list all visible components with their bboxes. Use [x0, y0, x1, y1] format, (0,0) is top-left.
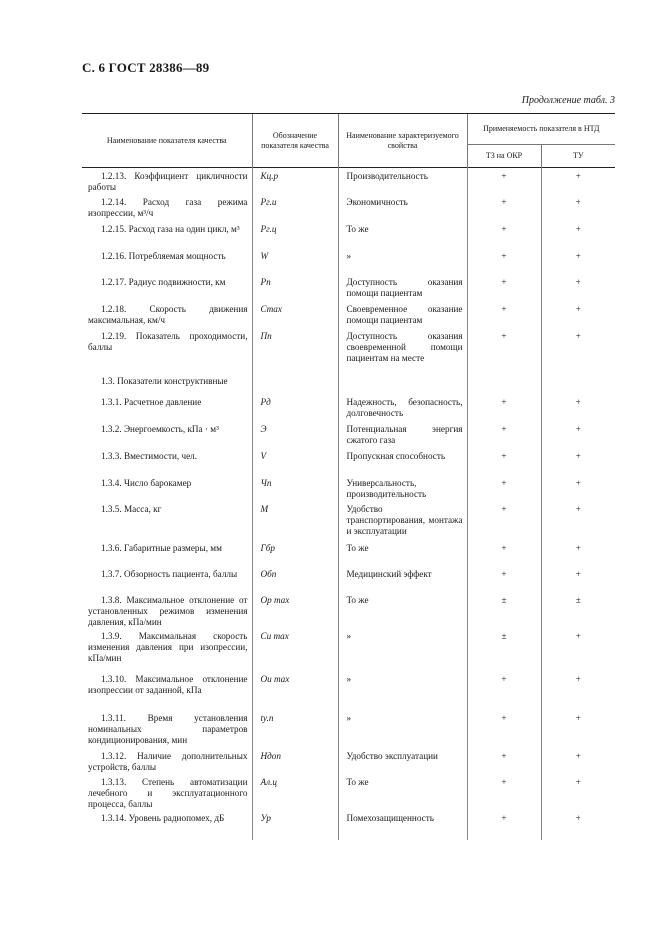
row-symbol: Aл.ц	[252, 774, 338, 810]
row-tz-mark: ±	[467, 592, 541, 628]
row-tz-mark: +	[467, 540, 541, 566]
row-indicator-name: 1.3.7. Обзорность пациента, баллы	[101, 568, 238, 579]
row-tu-mark: +	[541, 710, 615, 748]
row-tu-mark: ±	[541, 592, 615, 628]
row-tu-mark: +	[541, 421, 615, 448]
table-row	[82, 328, 615, 365]
row-indicator-name: 1.3.13. Степень автоматизации лечебного и эксплуатационного процесса, баллы	[88, 776, 248, 809]
row-characteristic: Медицинский эффект	[338, 566, 467, 592]
row-symbol: Pп	[252, 274, 338, 301]
row-tu-mark: +	[541, 248, 615, 274]
table-row	[82, 566, 615, 592]
row-symbol: Pд	[252, 394, 338, 421]
row-symbol: Pг.ц	[252, 221, 338, 248]
row-characteristic: Помехозащищенность	[338, 810, 467, 840]
row-characteristic: То же	[338, 774, 467, 810]
table-row	[82, 221, 615, 248]
row-characteristic: »	[338, 248, 467, 274]
row-indicator-name: 1.2.15. Расход газа на один цикл, м³	[101, 223, 240, 234]
table-row	[82, 628, 615, 671]
page-header: С. 6 ГОСТ 28386—89	[82, 60, 210, 75]
row-characteristic: Универсальность, производительность	[338, 475, 467, 501]
row-indicator-name: 1.3. Показатели конструктивные	[101, 375, 228, 386]
row-tz-mark: +	[467, 394, 541, 421]
table-row	[82, 810, 615, 840]
row-tz-mark: +	[467, 194, 541, 221]
row-symbol: tу.п	[252, 710, 338, 748]
row-tz-mark: +	[467, 501, 541, 540]
header-tz: ТЗ на ОКР	[467, 145, 541, 168]
row-tu-mark: +	[541, 671, 615, 710]
header-characterized-property: Наименование характеризуемого свойства	[338, 114, 467, 168]
table-row	[82, 394, 615, 421]
row-symbol: W	[252, 248, 338, 274]
row-tz-mark: +	[467, 710, 541, 748]
row-characteristic: То же	[338, 221, 467, 248]
row-indicator-name: 1.2.14. Расход газа режима изопрессии, м³/ч	[88, 196, 248, 218]
row-characteristic: »	[338, 671, 467, 710]
row-indicator-name: 1.2.17. Радиус подвижности, км	[101, 276, 226, 287]
row-tz-mark: +	[467, 566, 541, 592]
table-continuation-label: Продолжение табл. 3	[521, 95, 615, 106]
row-indicator-name: 1.3.8. Максимальное отклонение от установленных режимов изменения давления, кПа/мин	[88, 594, 248, 627]
row-tu-mark: +	[541, 810, 615, 840]
row-tz-mark: +	[467, 328, 541, 365]
row-characteristic: Потенциальная энергия сжатого газа	[338, 421, 467, 448]
row-indicator-name: 1.3.12. Наличие дополнительных устройств, баллы	[88, 750, 248, 772]
row-symbol: Hдоп	[252, 748, 338, 774]
row-characteristic: Доступность оказания помощи пациентам	[338, 274, 467, 301]
row-tu-mark: +	[541, 274, 615, 301]
row-characteristic: То же	[338, 540, 467, 566]
row-indicator-name: 1.3.14. Уровень радиопомех, дБ	[101, 812, 225, 823]
row-tz-mark: +	[467, 421, 541, 448]
row-indicator-name: 1.3.10. Максимальное отклонение изопрессии от заданной, кПа	[88, 673, 248, 695]
row-symbol: V	[252, 448, 338, 475]
header-applicability: Применяемость показателя в НТД	[467, 114, 615, 145]
row-symbol: Гбр	[252, 540, 338, 566]
row-tz-mark: +	[467, 810, 541, 840]
row-characteristic: Удобство эксплуатации	[338, 748, 467, 774]
table-row	[82, 301, 615, 328]
row-tu-mark	[541, 365, 615, 394]
row-tz-mark: +	[467, 448, 541, 475]
table-row	[82, 421, 615, 448]
row-tz-mark: ±	[467, 628, 541, 671]
table-row	[82, 194, 615, 221]
table-row	[82, 671, 615, 710]
table-row	[82, 710, 615, 748]
row-characteristic	[338, 365, 467, 394]
row-tz-mark: +	[467, 221, 541, 248]
table-row	[82, 365, 615, 394]
row-tz-mark: +	[467, 274, 541, 301]
row-indicator-name: 1.2.13. Коэффициент цикличности работы	[88, 171, 248, 192]
table-row	[82, 748, 615, 774]
table-row	[82, 248, 615, 274]
row-characteristic: Пропускная способность	[338, 448, 467, 475]
row-tu-mark: +	[541, 168, 615, 194]
row-characteristic: Своевременное оказание помощи пациентам	[338, 301, 467, 328]
row-tu-mark: +	[541, 194, 615, 221]
row-tz-mark: +	[467, 301, 541, 328]
row-tz-mark	[467, 365, 541, 394]
row-tu-mark: +	[541, 540, 615, 566]
table-row	[82, 274, 615, 301]
row-symbol: Pг.и	[252, 194, 338, 221]
row-tz-mark: +	[467, 671, 541, 710]
row-tz-mark: +	[467, 748, 541, 774]
row-tu-mark: +	[541, 394, 615, 421]
row-tz-mark: +	[467, 248, 541, 274]
row-symbol	[252, 365, 338, 394]
row-indicator-name: 1.2.16. Потребляемая мощность	[101, 250, 226, 261]
row-tu-mark: +	[541, 301, 615, 328]
row-characteristic: »	[338, 628, 467, 671]
table-row	[82, 540, 615, 566]
row-characteristic: Доступность оказания своевременной помощи пациентам на месте	[338, 328, 467, 365]
row-symbol: Обп	[252, 566, 338, 592]
table-row	[82, 501, 615, 540]
row-tu-mark: +	[541, 501, 615, 540]
row-indicator-name: 1.3.6. Габаритные размеры, мм	[101, 542, 222, 553]
row-tu-mark: +	[541, 475, 615, 501]
row-characteristic: Производительность	[338, 168, 467, 194]
row-indicator-name: 1.3.3. Вместимости, чел.	[101, 450, 198, 461]
row-indicator-name: 1.3.9. Максимальная скорость изменения давления при изопрессии, кПа/мин	[88, 630, 248, 663]
row-symbol: Oи max	[252, 671, 338, 710]
row-indicator-name: 1.3.1. Расчетное давление	[101, 396, 202, 407]
row-indicator-name: 1.3.4. Число барокамер	[101, 477, 192, 488]
row-tu-mark: +	[541, 748, 615, 774]
header-indicator-symbol: Обозначение показателя качества	[252, 114, 338, 168]
table-row	[82, 475, 615, 501]
row-symbol: Kц.р	[252, 168, 338, 194]
header-indicator-name: Наименование показателя качества	[82, 114, 252, 168]
table-row	[82, 592, 615, 628]
row-tz-mark: +	[467, 168, 541, 194]
row-symbol: Op max	[252, 592, 338, 628]
row-characteristic: То же	[338, 592, 467, 628]
row-tz-mark: +	[467, 475, 541, 501]
row-symbol: Ур	[252, 810, 338, 840]
row-tu-mark: +	[541, 328, 615, 365]
table-row	[82, 448, 615, 475]
row-tu-mark: +	[541, 221, 615, 248]
row-tu-mark: +	[541, 448, 615, 475]
row-characteristic: »	[338, 710, 467, 748]
row-indicator-name: 1.3.11. Время установления номинальных параметров кондиционирования, мин	[88, 712, 248, 745]
row-tu-mark: +	[541, 628, 615, 671]
row-characteristic: Надежность, безопасность, долговечность	[338, 394, 467, 421]
table-row	[82, 774, 615, 810]
row-symbol: M	[252, 501, 338, 540]
row-tu-mark: +	[541, 774, 615, 810]
row-indicator-name: 1.3.5. Масса, кг	[101, 503, 162, 514]
row-indicator-name: 1.3.2. Энергоемкость, кПа · м³	[101, 423, 219, 434]
row-characteristic: Удобство транспортирования, монтажа и эксплуатации	[338, 501, 467, 540]
row-symbol: Пп	[252, 328, 338, 365]
row-symbol: Чп	[252, 475, 338, 501]
table-row	[82, 168, 615, 194]
row-indicator-name: 1.2.19. Показатель проходимости, баллы	[88, 330, 248, 352]
row-indicator-name: 1.2.18. Скорость движения максимальная, км/ч	[88, 303, 248, 325]
row-tz-mark: +	[467, 774, 541, 810]
header-tu: ТУ	[541, 145, 615, 168]
row-characteristic: Экономичность	[338, 194, 467, 221]
row-symbol: Cи max	[252, 628, 338, 671]
row-symbol: Cmax	[252, 301, 338, 328]
row-symbol: Э	[252, 421, 338, 448]
quality-indicators-table	[82, 113, 615, 840]
row-tu-mark: +	[541, 566, 615, 592]
